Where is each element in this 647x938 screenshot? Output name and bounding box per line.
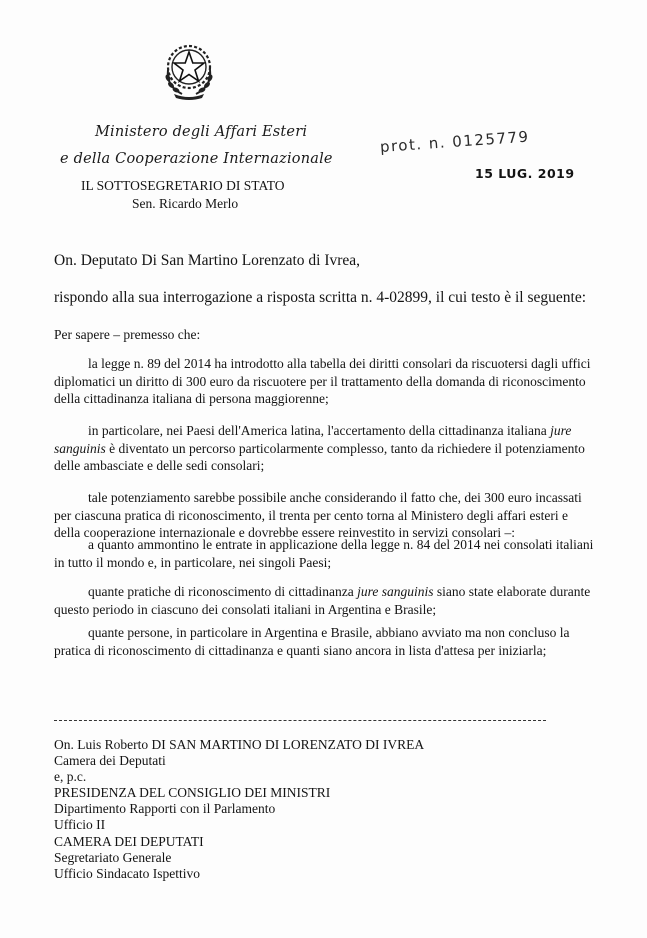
recipient-line: Ufficio II xyxy=(54,817,106,833)
paragraph-line: a quanto ammontino le entrate in applicazione della legge n. 84 del 2014 nei consolati italiani xyxy=(88,537,594,552)
intro-sentence: rispondo alla sua interrogazione a risposta scritta n. 4-02899, il cui testo è il seguente: xyxy=(54,289,587,306)
paragraph-line xyxy=(54,440,614,458)
recipient-line: PRESIDENZA DEL CONSIGLIO DEI MINISTRI xyxy=(54,785,331,801)
paragraph-line: delle ambasciate e delle sedi consolari; xyxy=(54,458,265,473)
paragraph-line: per ciascuna pratica di riconoscimento, il trenta per cento torna al Ministero degli affari esteri e xyxy=(54,507,569,523)
per-sapere-heading: Per sapere – premesso che: xyxy=(54,327,201,342)
paragraph-line: questo periodo in ciascuno dei consolati italiani in Argentina e Brasile; xyxy=(54,601,437,617)
paragraph-line xyxy=(54,422,614,440)
paragraph-line: diplomatici un diritto di 300 euro da riscuotere per il trattamento della domanda di riconoscimento xyxy=(54,373,586,389)
paragraph-text: siano state elaborate durante xyxy=(433,584,591,599)
italian-republic-emblem-icon xyxy=(160,40,218,100)
sender-title: IL SOTTOSEGRETARIO DI STATO xyxy=(81,178,285,193)
italic-term: jure xyxy=(550,423,572,438)
recipient-line: Segretariato Generale xyxy=(54,849,172,865)
recipient-line: Camera dei Deputati xyxy=(54,753,166,769)
paragraph-text: è diventato un percorso particolarmente complesso, tanto da richiedere il potenziamento xyxy=(105,440,585,456)
paragraph-line: in tutto il mondo e, in particolare, nei singoli Paesi; xyxy=(54,554,332,570)
recipient-line: Dipartimento Rapporti con il Parlamento xyxy=(54,801,276,817)
paragraph-line xyxy=(54,583,614,601)
paragraph-3 xyxy=(54,489,614,542)
date-stamp: 15 LUG. 2019 xyxy=(475,166,575,181)
recipient-line: Ufficio Sindacato Ispettivo xyxy=(54,865,200,881)
paragraph-6 xyxy=(54,624,614,659)
recipients-block xyxy=(54,737,424,882)
paragraph-line: pratica di riconoscimento di cittadinanza e quanti siano ancora in lista d'attesa per iniziarla; xyxy=(54,642,547,658)
paragraph-2 xyxy=(54,422,614,475)
recipient-line: On. Luis Roberto DI SAN MARTINO DI LORENZATO DI IVREA xyxy=(54,737,425,752)
paragraph-1 xyxy=(54,355,614,408)
paragraph-line: quante persone, in particolare in Argentina e Brasile, abbiano avviato ma non concluso la xyxy=(88,625,570,640)
paragraph-text: quante pratiche di riconoscimento di cittadinanza xyxy=(88,584,358,599)
recipient-line: e, p.c. xyxy=(54,769,87,785)
ministry-name-line1: Ministero degli Affari Esteri xyxy=(95,124,308,140)
paragraph-text: in particolare, nei Paesi dell'America latina, l'accertamento della cittadinanza italiana xyxy=(88,423,551,438)
paragraph-line: della cittadinanza italiana di persona maggiorenne; xyxy=(54,391,329,406)
recipient-line: CAMERA DEI DEPUTATI xyxy=(54,833,204,849)
salutation: On. Deputato Di San Martino Lorenzato di Ivrea, xyxy=(54,252,361,269)
paragraph-4 xyxy=(54,536,614,571)
italic-term: sanguinis xyxy=(54,440,106,456)
paragraph-line: tale potenziamento sarebbe possibile anche considerando il fatto che, dei 300 euro incassati xyxy=(88,490,582,505)
dashed-divider xyxy=(54,720,546,721)
protocol-number: prot. n. 0125779 xyxy=(379,127,531,156)
paragraph-line: la legge n. 89 del 2014 ha introdotto alla tabella dei diritti consolari da riscuotersi dagli uffici xyxy=(88,356,591,371)
ministry-name-line2: e della Cooperazione Internazionale xyxy=(60,151,333,167)
sender-name: Sen. Ricardo Merlo xyxy=(132,196,239,211)
paragraph-line: della cooperazione internazionale e dovrebbe essere reinvestito in servizi consolari –: xyxy=(54,525,516,540)
italic-term: jure sanguinis xyxy=(357,584,434,599)
paragraph-5 xyxy=(54,583,614,618)
